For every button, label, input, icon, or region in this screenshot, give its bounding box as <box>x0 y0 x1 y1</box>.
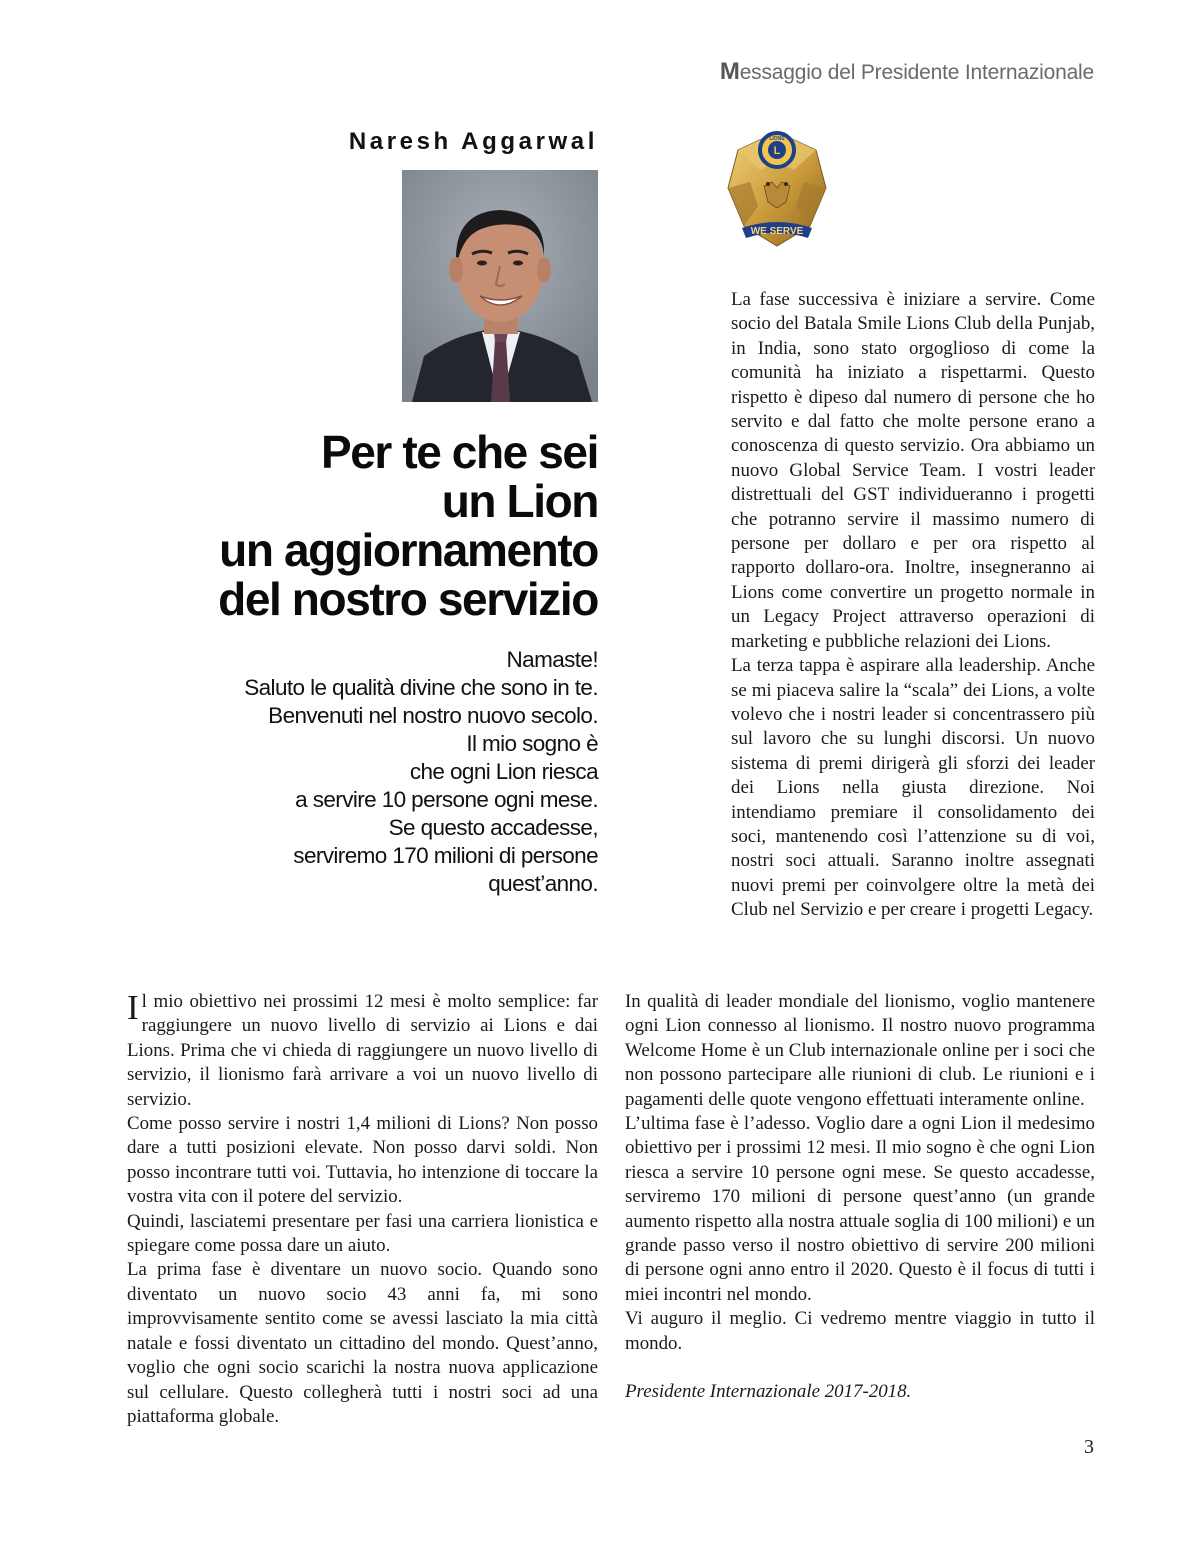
svg-text:L: L <box>773 145 781 157</box>
intro-line: che ogni Lion riesca <box>409 759 598 784</box>
intro-line: quest’anno. <box>488 871 598 896</box>
intro-line: Se questo accadesse, <box>388 815 598 840</box>
body-paragraph: L’ultima fase è l’adesso. Voglio dare a ogni Lion il medesimo obiettivo per i prossimi 12 mesi. Il mio sogno è che ogni Lion riesca a servire 10 persone ogni mese. Se questo accadesse, serviremo 170 milioni di persone quest’anno (un grande aumento rispetto alla nostra attuale soglia di 100 milioni) e un grande passo verso il nostro obiettivo di servire 200 milioni di persone ogni anno entro il 2020. Questo è il focus di tutti i miei incontri nel mondo. <box>625 1113 1095 1305</box>
lions-we-serve-logo <box>724 122 830 252</box>
intro-line: Namaste! <box>506 647 598 672</box>
body-paragraph: La prima fase è diventare un nuovo socio. Quando sono diventato un nuovo socio 43 anni fa, mi sono improvvisamente sentito come se avessi lasciato la mia città natale e fossi diventato un cittadino del mondo. Quest’anno, voglio che ogni socio scarichi la nostra nuova applicazione sul cellulare. Questo collegherà tutti i nostri soci ad una piattaforma globale. <box>127 1259 598 1427</box>
body-paragraph: Come posso servire i nostri 1,4 milioni di Lions? Non posso dare a tutti posizioni elevate. Non posso darvi soldi. Non posso incontrare tutti voi. Tuttavia, ho intenzione di toccare la vostra vita con il potere del servizio. <box>127 1113 598 1208</box>
author-portrait <box>402 170 598 402</box>
intro-line: serviremo 170 milioni di persone <box>293 843 598 868</box>
lion-head-icon <box>724 122 830 252</box>
logo-motto: WE SERVE <box>750 226 804 237</box>
running-header-initial: M <box>719 58 740 85</box>
body-column-right-bottom <box>625 990 1095 1405</box>
body-column-left <box>127 990 598 1429</box>
intro-line: Saluto le qualità divine che sono in te. <box>244 675 598 700</box>
signature: Presidente Internazionale 2017-2018. <box>625 1381 912 1403</box>
body-paragraph: La terza tappa è aspirare alla leadership. Anche se mi piaceva salire la “scala” dei Lions, a volte volevo che i nostri leader si concentrassero più sul lavoro che su lunghi discorsi. Un nuovo sistema di premi dirigerà gli sforzi dei leader dei Lions nella giusta direzione. Noi intendiamo premiare il consolidamento dei soci, mantenendo così l’attenzione su di voi, nostri soci attuali. Saranno inoltre assegnati nuovi premi per coinvolgere oltre la metà dei Club nel Servizio e per creare i progetti Legacy. <box>731 655 1095 921</box>
portrait-illustration <box>402 170 598 402</box>
headline-line: un Lion <box>441 475 598 527</box>
body-paragraph: In qualità di leader mondiale del lionismo, voglio mantenere ogni Lion connesso al lionismo. Il nostro nuovo programma Welcome Home è un Club internazionale online per i soci che non possono partecipare alle riunioni di club. Le riunioni e i pagamenti delle quote vengono effettuati interamente online. <box>625 991 1095 1110</box>
body-paragraph: La fase successiva è iniziare a servire. Come socio del Batala Smile Lions Club della Punjab, in India, sono stato orgoglioso di come la comunità ha iniziato a rispettarmi. Questo rispetto è dipeso dal numero di persone che ho servito e dal fatto che molte persone erano a conoscenza di questo servizio. Ora abbiamo un nuovo Global Service Team. I vostri leader distrettuali del GST individueranno i progetti che potranno servire il massimo numero di persone per dollaro e per ora rispetto al rapporto dollaro-ora. Inoltre, insegneranno ai Lions come convertire un progetto normale in un Legacy Project attraverso operazioni di marketing e pubbliche relazioni dei Lions. <box>731 289 1095 652</box>
intro-line: a servire 10 persone ogni mese. <box>295 787 598 812</box>
body-paragraph: Vi auguro il meglio. Ci vedremo mentre viaggio in tutto il mondo. <box>625 1308 1095 1354</box>
intro-line: Il mio sogno è <box>466 731 598 756</box>
author-name: Naresh Aggarwal <box>348 128 598 155</box>
intro-line: Benvenuti nel nostro nuovo secolo. <box>268 703 598 728</box>
headline-line: del nostro servizio <box>218 573 598 625</box>
headline-line: un aggiornamento <box>219 524 598 576</box>
drop-cap: I <box>127 988 139 1027</box>
body-paragraph-first <box>127 990 598 1112</box>
running-header-text: essaggio del Presidente Internazionale <box>739 61 1094 84</box>
svg-text:LIONS: LIONS <box>769 136 785 142</box>
body-paragraph: Quindi, lasciatemi presentare per fasi una carriera lionistica e spiegare come possa dare un aiuto. <box>127 1210 598 1257</box>
article-headline <box>78 428 598 624</box>
body-column-right-top <box>731 288 1095 923</box>
body-paragraph-text: l mio obiettivo nei prossimi 12 mesi è molto semplice: far raggiungere un nuovo livello di servizio ai Lions e dai Lions. Prima che vi chieda di raggiungere un nuovo livello di servizio, il lionismo farà arrivare a voi un nuovo livello di servizio. <box>127 991 598 1110</box>
headline-line: Per te che sei <box>320 426 598 478</box>
running-header <box>720 58 1094 86</box>
article-intro <box>118 646 598 898</box>
page-number: 3 <box>1084 1436 1094 1458</box>
